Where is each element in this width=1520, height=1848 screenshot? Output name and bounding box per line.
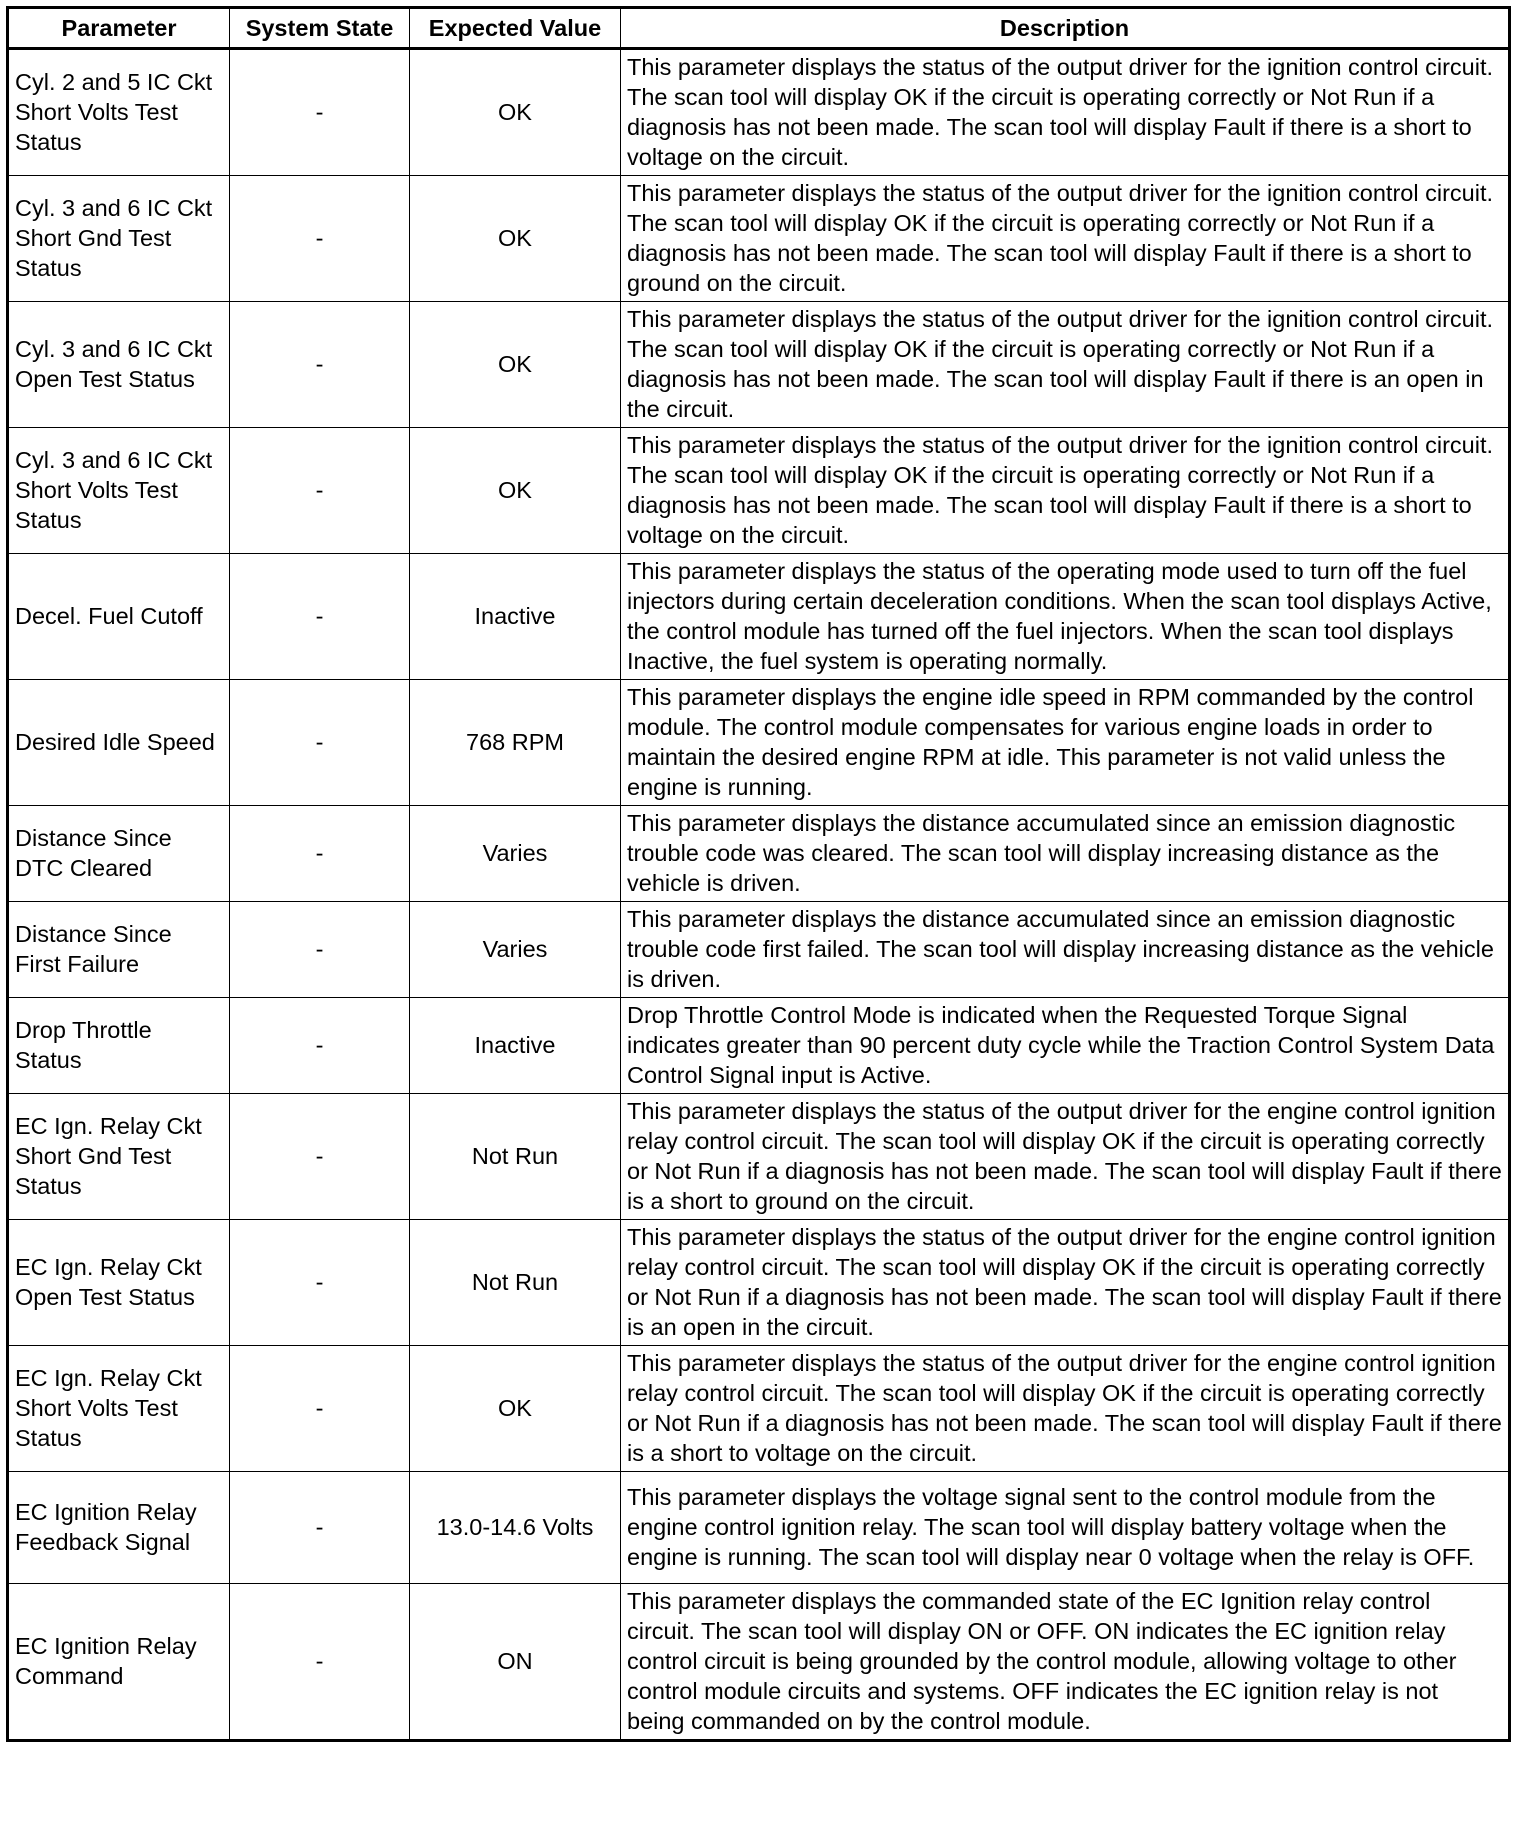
system-state-cell: - xyxy=(230,176,410,302)
parameter-table xyxy=(6,6,1511,1742)
parameter-cell: Distance Since DTC Cleared xyxy=(8,806,230,902)
parameter-cell: Cyl. 2 and 5 IC Ckt Short Volts Test Status xyxy=(8,49,230,176)
table-row xyxy=(8,1094,1510,1220)
parameter-cell: Drop Throttle Status xyxy=(8,998,230,1094)
expected-value-cell: 13.0-14.6 Volts xyxy=(410,1472,621,1584)
table-row xyxy=(8,1472,1510,1584)
table-row xyxy=(8,49,1510,176)
expected-value-cell: Varies xyxy=(410,902,621,998)
parameter-cell: Decel. Fuel Cutoff xyxy=(8,554,230,680)
expected-value-cell: OK xyxy=(410,49,621,176)
expected-value-cell: 768 RPM xyxy=(410,680,621,806)
table-body xyxy=(8,49,1510,1741)
parameter-cell: EC Ign. Relay Ckt Short Gnd Test Status xyxy=(8,1094,230,1220)
system-state-cell: - xyxy=(230,49,410,176)
expected-value-cell: Varies xyxy=(410,806,621,902)
header-row xyxy=(8,8,1510,49)
table-row xyxy=(8,998,1510,1094)
table-row xyxy=(8,176,1510,302)
table-row xyxy=(8,1220,1510,1346)
table-row xyxy=(8,902,1510,998)
description-cell: This parameter displays the distance accumulated since an emission diagnostic trouble code was cleared. The scan tool will display increasing distance as the vehicle is driven. xyxy=(621,806,1510,902)
document-page xyxy=(6,6,1511,1742)
system-state-cell: - xyxy=(230,806,410,902)
header-system-state: System State xyxy=(230,8,410,49)
expected-value-cell: Inactive xyxy=(410,998,621,1094)
description-cell: This parameter displays the status of the output driver for the ignition control circuit. The scan tool will display OK if the circuit is operating correctly or Not Run if a diagnosis has not been made. The scan tool will display Fault if there is a short to ground on the circuit. xyxy=(621,176,1510,302)
system-state-cell: - xyxy=(230,1094,410,1220)
expected-value-cell: OK xyxy=(410,428,621,554)
system-state-cell: - xyxy=(230,554,410,680)
description-cell: This parameter displays the commanded state of the EC Ignition relay control circuit. The scan tool will display ON or OFF. ON indicates the EC ignition relay control circuit is being grounded by the control module, allowing voltage to other control module circuits and systems. OFF indicates the EC ignition relay is not being commanded on by the control module. xyxy=(621,1584,1510,1741)
parameter-cell: Cyl. 3 and 6 IC Ckt Short Volts Test Status xyxy=(8,428,230,554)
description-cell: This parameter displays the distance accumulated since an emission diagnostic trouble code first failed. The scan tool will display increasing distance as the vehicle is driven. xyxy=(621,902,1510,998)
description-cell: This parameter displays the status of the output driver for the engine control ignition relay control circuit. The scan tool will display OK if the circuit is operating correctly or Not Run if a diagnosis has not been made. The scan tool will display Fault if there is an open in the circuit. xyxy=(621,1220,1510,1346)
system-state-cell: - xyxy=(230,1346,410,1472)
parameter-cell: Desired Idle Speed xyxy=(8,680,230,806)
description-cell: This parameter displays the engine idle speed in RPM commanded by the control module. The control module compensates for various engine loads in order to maintain the desired engine RPM at idle. This parameter is not valid unless the engine is running. xyxy=(621,680,1510,806)
expected-value-cell: OK xyxy=(410,176,621,302)
header-parameter: Parameter xyxy=(8,8,230,49)
description-cell: Drop Throttle Control Mode is indicated when the Requested Torque Signal indicates greater than 90 percent duty cycle while the Traction Control System Data Control Signal input is Active. xyxy=(621,998,1510,1094)
header-description: Description xyxy=(621,8,1510,49)
description-cell: This parameter displays the status of the output driver for the engine control ignition relay control circuit. The scan tool will display OK if the circuit is operating correctly or Not Run if a diagnosis has not been made. The scan tool will display Fault if there is a short to voltage on the circuit. xyxy=(621,1346,1510,1472)
system-state-cell: - xyxy=(230,902,410,998)
expected-value-cell: OK xyxy=(410,1346,621,1472)
description-cell: This parameter displays the status of the output driver for the ignition control circuit. The scan tool will display OK if the circuit is operating correctly or Not Run if a diagnosis has not been made. The scan tool will display Fault if there is an open in the circuit. xyxy=(621,302,1510,428)
header-expected-value: Expected Value xyxy=(410,8,621,49)
expected-value-cell: Not Run xyxy=(410,1094,621,1220)
description-cell: This parameter displays the voltage signal sent to the control module from the engine control ignition relay. The scan tool will display battery voltage when the engine is running. The scan tool will display near 0 voltage when the relay is OFF. xyxy=(621,1472,1510,1584)
table-row xyxy=(8,428,1510,554)
description-cell: This parameter displays the status of the output driver for the ignition control circuit. The scan tool will display OK if the circuit is operating correctly or Not Run if a diagnosis has not been made. The scan tool will display Fault if there is a short to voltage on the circuit. xyxy=(621,49,1510,176)
expected-value-cell: Not Run xyxy=(410,1220,621,1346)
parameter-cell: Distance Since First Failure xyxy=(8,902,230,998)
table-row xyxy=(8,806,1510,902)
parameter-cell: EC Ignition Relay Feedback Signal xyxy=(8,1472,230,1584)
system-state-cell: - xyxy=(230,302,410,428)
description-cell: This parameter displays the status of the output driver for the ignition control circuit. The scan tool will display OK if the circuit is operating correctly or Not Run if a diagnosis has not been made. The scan tool will display Fault if there is a short to voltage on the circuit. xyxy=(621,428,1510,554)
system-state-cell: - xyxy=(230,1472,410,1584)
parameter-cell: EC Ignition Relay Command xyxy=(8,1584,230,1741)
description-cell: This parameter displays the status of the operating mode used to turn off the fuel injectors during certain deceleration conditions. When the scan tool displays Active, the control module has turned off the fuel injectors. When the scan tool displays Inactive, the fuel system is operating normally. xyxy=(621,554,1510,680)
table-row xyxy=(8,302,1510,428)
system-state-cell: - xyxy=(230,998,410,1094)
table-row xyxy=(8,1346,1510,1472)
expected-value-cell: ON xyxy=(410,1584,621,1741)
system-state-cell: - xyxy=(230,1584,410,1741)
system-state-cell: - xyxy=(230,1220,410,1346)
parameter-cell: EC Ign. Relay Ckt Open Test Status xyxy=(8,1220,230,1346)
parameter-cell: Cyl. 3 and 6 IC Ckt Short Gnd Test Status xyxy=(8,176,230,302)
system-state-cell: - xyxy=(230,428,410,554)
table-row xyxy=(8,680,1510,806)
table-row xyxy=(8,1584,1510,1741)
system-state-cell: - xyxy=(230,680,410,806)
parameter-cell: EC Ign. Relay Ckt Short Volts Test Status xyxy=(8,1346,230,1472)
expected-value-cell: Inactive xyxy=(410,554,621,680)
expected-value-cell: OK xyxy=(410,302,621,428)
parameter-cell: Cyl. 3 and 6 IC Ckt Open Test Status xyxy=(8,302,230,428)
description-cell: This parameter displays the status of the output driver for the engine control ignition relay control circuit. The scan tool will display OK if the circuit is operating correctly or Not Run if a diagnosis has not been made. The scan tool will display Fault if there is a short to ground on the circuit. xyxy=(621,1094,1510,1220)
table-row xyxy=(8,554,1510,680)
